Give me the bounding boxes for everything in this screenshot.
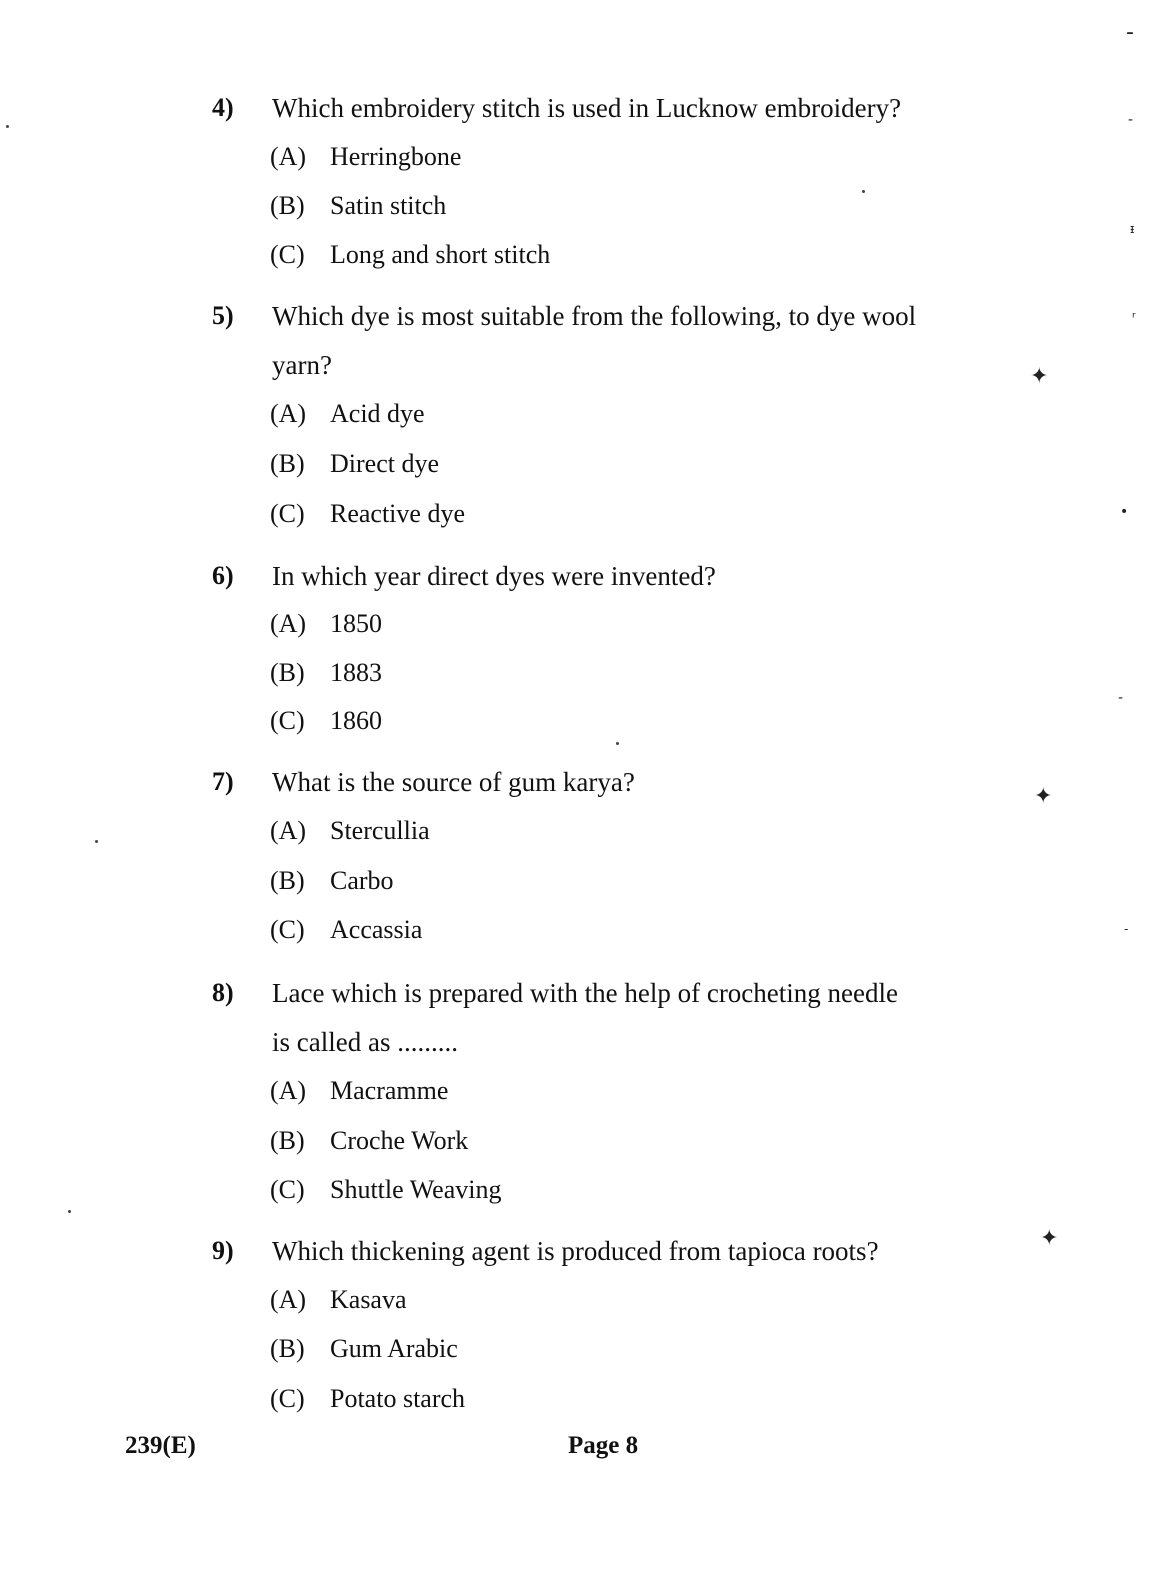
option-b (270, 1126, 468, 1156)
question-text-continued: yarn? (272, 350, 332, 380)
scan-mark-icon: - (1128, 112, 1134, 128)
question-text: What is the source of gum karya? (272, 767, 635, 797)
question-text: In which year direct dyes were invented? (272, 561, 716, 591)
page-number: Page 8 (568, 1432, 639, 1459)
option-text: Gum Arabic (330, 1334, 458, 1363)
scan-mark-icon: - (1126, 20, 1134, 45)
option-text: Croche Work (330, 1126, 469, 1155)
option-label: (A) (270, 1076, 307, 1105)
scan-mark-icon: • (1120, 504, 1129, 520)
scan-mark-icon: - (1118, 690, 1124, 706)
option-c (270, 240, 550, 270)
star-mark-icon: ✦ (1030, 364, 1049, 389)
question-number: 7) (212, 767, 234, 796)
option-label: (A) (270, 816, 307, 845)
option-label: (B) (270, 191, 305, 220)
option-text: Accassia (330, 915, 423, 944)
option-text: Reactive dye (330, 499, 465, 528)
question-text: Which embroidery stitch is used in Lucknow embroidery? (272, 93, 902, 123)
question-text: Which thickening agent is produced from tapioca roots? (272, 1236, 879, 1266)
question-text: Lace which is prepared with the help of crocheting needle (272, 978, 898, 1008)
option-a (270, 609, 382, 639)
speck (6, 125, 9, 128)
option-label: (A) (270, 1285, 307, 1314)
option-label: (C) (270, 915, 305, 944)
option-text: Acid dye (330, 399, 425, 428)
option-b (270, 191, 446, 221)
option-a (270, 399, 425, 429)
option-b (270, 866, 394, 896)
option-text: Long and short stitch (330, 240, 551, 269)
option-text: 1850 (330, 609, 382, 638)
option-c (270, 1175, 501, 1205)
option-text: Stercullia (330, 816, 430, 845)
option-b (270, 658, 382, 688)
option-b (270, 1334, 458, 1364)
option-label: (C) (270, 1384, 305, 1413)
option-label: (A) (270, 142, 307, 171)
question-number: 9) (212, 1236, 234, 1265)
option-text: Carbo (330, 866, 394, 895)
option-a (270, 142, 461, 172)
option-text: Satin stitch (330, 191, 447, 220)
option-a (270, 1285, 407, 1315)
scan-mark-icon: ᵻ (1130, 222, 1135, 236)
option-label: (B) (270, 866, 305, 895)
option-b (270, 449, 439, 479)
option-label: (B) (270, 1334, 305, 1363)
question-text: Which dye is most suitable from the following, to dye wool (272, 301, 917, 331)
option-label: (A) (270, 399, 307, 428)
option-label: (C) (270, 499, 305, 528)
speck (616, 742, 619, 745)
speck (862, 190, 865, 193)
question-number: 8) (212, 978, 234, 1007)
star-mark-icon: ✦ (1034, 784, 1053, 809)
option-a (270, 816, 430, 846)
option-text: Kasava (330, 1285, 407, 1314)
option-text: Direct dye (330, 449, 440, 478)
option-label: (A) (270, 609, 307, 638)
option-text: Shuttle Weaving (330, 1175, 502, 1204)
paper-code: 239(E) (125, 1432, 196, 1459)
option-text: Potato starch (330, 1384, 466, 1413)
option-label: (C) (270, 240, 305, 269)
question-number: 6) (212, 561, 234, 590)
option-label: (B) (270, 1126, 305, 1155)
option-label: (B) (270, 658, 305, 687)
star-mark-icon: ✦ (1040, 1226, 1059, 1251)
speck (68, 1210, 71, 1213)
question-text-continued: is called as ......... (272, 1027, 458, 1057)
option-a (270, 1076, 448, 1106)
option-c (270, 706, 382, 736)
option-label: (B) (270, 449, 305, 478)
option-text: Macramme (330, 1076, 449, 1105)
option-c (270, 1384, 465, 1414)
scan-mark-icon: - (1124, 922, 1129, 936)
option-text: Herringbone (330, 142, 462, 171)
question-number: 5) (212, 301, 234, 330)
question-number: 4) (212, 93, 234, 122)
scan-mark-icon: ʳ (1132, 310, 1136, 326)
option-c (270, 915, 422, 945)
option-text: 1883 (330, 658, 382, 687)
speck (95, 840, 98, 843)
option-label: (C) (270, 706, 305, 735)
option-c (270, 499, 465, 529)
option-text: 1860 (330, 706, 382, 735)
option-label: (C) (270, 1175, 305, 1204)
